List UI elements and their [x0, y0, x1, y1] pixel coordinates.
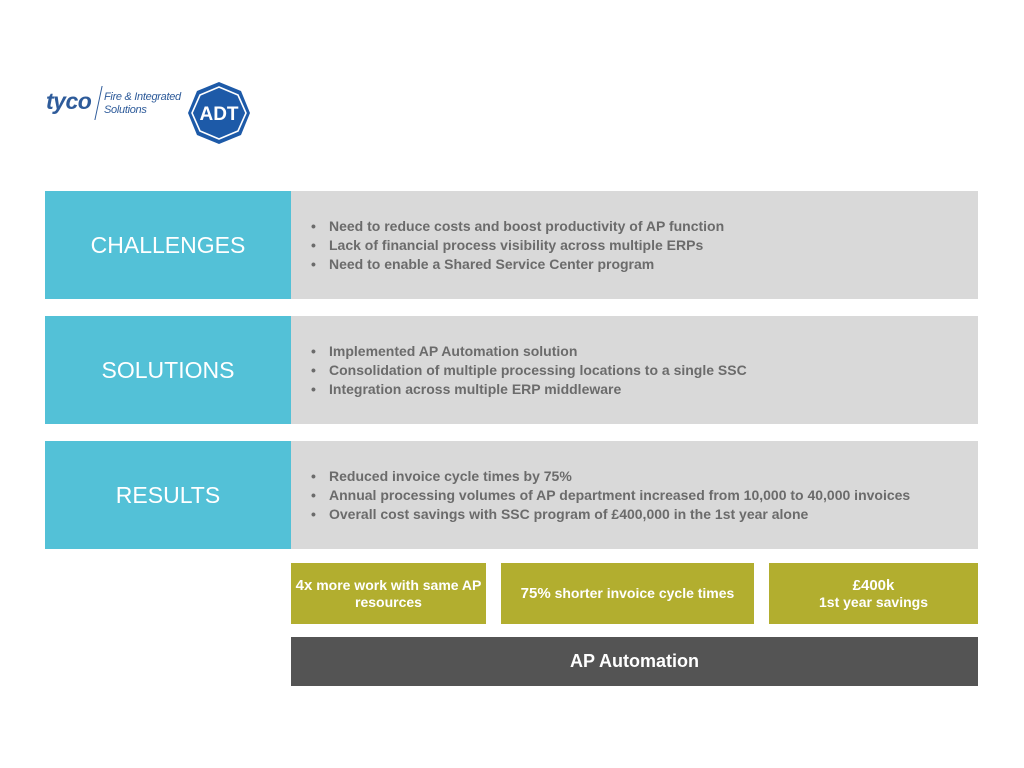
challenges-row: [45, 191, 978, 299]
tyco-logo: tyco: [46, 88, 92, 114]
metric-text: shorter invoice cycle times: [554, 585, 735, 601]
metric-highlight: 4x: [295, 576, 313, 594]
adt-logo-text: ADT: [199, 104, 239, 125]
metric-text: more work with same AP resources: [316, 576, 482, 610]
results-list: [291, 467, 970, 524]
metric-highlight: 75%: [520, 585, 551, 602]
logo-area: [44, 80, 264, 146]
results-label: RESULTS: [45, 441, 291, 549]
adt-logo: [185, 80, 253, 146]
list-item: • Annual processing volumes of AP department increased from 10,000 to 40,000 invoices: [329, 486, 910, 505]
metric-highlight: £400k: [852, 576, 895, 594]
list-item: • Reduced invoice cycle times by 75%: [329, 467, 910, 486]
list-item: • Overall cost savings with SSC program of £400,000 in the 1st year alone: [329, 505, 910, 524]
metric-text: 1st year savings: [819, 593, 928, 610]
tyco-logo-subtitle: Fire & Integrated Solutions: [104, 91, 181, 116]
solutions-body: [291, 316, 978, 424]
list-item: • Need to enable a Shared Service Center program: [329, 255, 724, 274]
solutions-label: SOLUTIONS: [45, 316, 291, 424]
metric-line: [521, 585, 735, 602]
ap-automation-banner: AP Automation: [291, 637, 978, 686]
challenges-list: [291, 217, 784, 274]
challenges-body: [291, 191, 978, 299]
solutions-list: [291, 342, 807, 399]
results-row: [45, 441, 978, 549]
metric-cycle-times: [501, 563, 754, 624]
metric-more-work: [291, 563, 486, 624]
logo-divider: [94, 86, 102, 120]
list-item: • Need to reduce costs and boost productivity of AP function: [329, 217, 724, 236]
list-item: • Integration across multiple ERP middleware: [329, 380, 747, 399]
list-item: • Lack of financial process visibility across multiple ERPs: [329, 236, 724, 255]
challenges-label: CHALLENGES: [45, 191, 291, 299]
list-item: • Consolidation of multiple processing locations to a single SSC: [329, 361, 747, 380]
solutions-row: [45, 316, 978, 424]
list-item: • Implemented AP Automation solution: [329, 342, 747, 361]
metric-savings: [769, 563, 978, 624]
metric-line: [291, 577, 486, 611]
results-body: [291, 441, 978, 549]
